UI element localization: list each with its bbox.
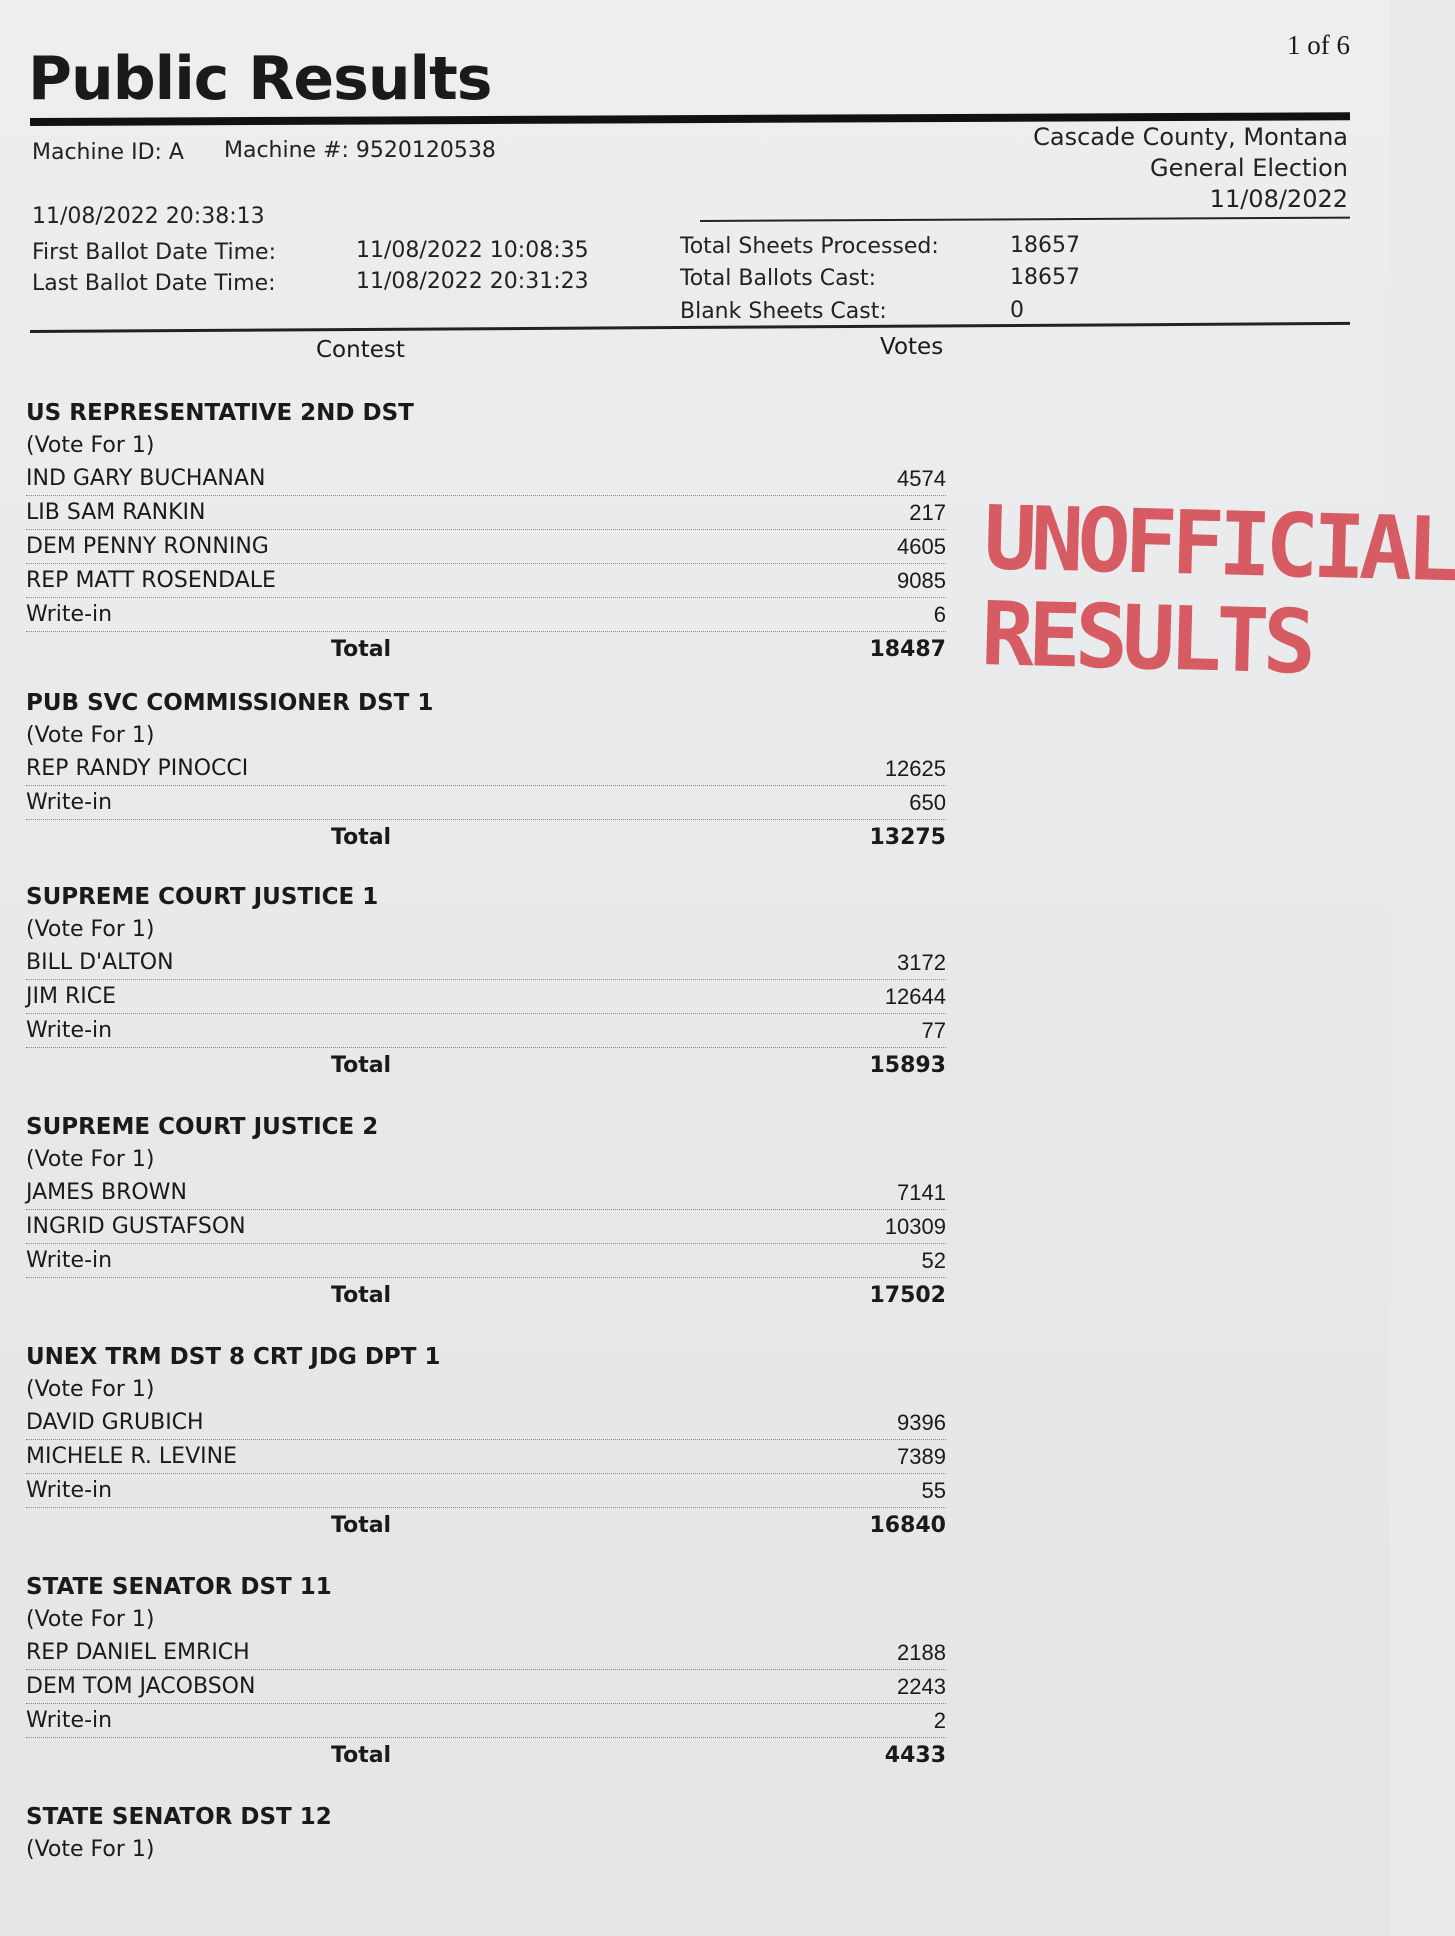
total-label: Total (331, 1743, 392, 1768)
contest-column-header: Contest (316, 337, 405, 363)
total-votes: 15893 (869, 1053, 946, 1078)
candidate-votes: 12625 (884, 756, 946, 781)
contest-block (26, 686, 946, 853)
contest-block (26, 1340, 946, 1541)
candidate-name: MICHELE R. LEVINE (26, 1444, 237, 1469)
candidate-row (26, 1440, 946, 1474)
total-votes: 18487 (869, 637, 946, 662)
candidate-name: JIM RICE (26, 984, 116, 1009)
candidate-name: Write-in (26, 1478, 113, 1503)
first-ballot-label: First Ballot Date Time: (32, 240, 276, 265)
last-ballot-label: Last Ballot Date Time: (32, 271, 276, 296)
candidate-votes: 77 (921, 1018, 946, 1043)
last-ballot-value: 11/08/2022 20:31:23 (356, 269, 589, 294)
page-number: 1 of 6 (1287, 30, 1350, 60)
blank-sheets-label: Blank Sheets Cast: (680, 299, 887, 324)
total-row (26, 1738, 946, 1771)
contest-block (26, 396, 946, 665)
vote-for-label: (Vote For 1) (26, 1607, 155, 1632)
candidate-votes: 4605 (897, 534, 946, 559)
candidate-name: JAMES BROWN (26, 1180, 187, 1205)
candidate-row (26, 1014, 946, 1048)
candidate-row (26, 1474, 946, 1508)
total-votes: 13275 (869, 825, 946, 850)
election-date: 11/08/2022 (1209, 185, 1348, 213)
total-row (26, 1048, 946, 1081)
candidate-row (26, 496, 946, 530)
contest-title: UNEX TRM DST 8 CRT JDG DPT 1 (26, 1344, 441, 1370)
header-divider (700, 217, 1350, 222)
candidate-row (26, 530, 946, 564)
candidate-row (26, 564, 946, 598)
candidate-name: Write-in (26, 1248, 113, 1273)
candidate-row (26, 752, 946, 786)
first-ballot-value: 11/08/2022 10:08:35 (356, 238, 589, 263)
candidate-row (26, 1704, 946, 1738)
stamp-line-2: RESULTS (979, 581, 1312, 694)
contest-title: STATE SENATOR DST 11 (26, 1574, 332, 1600)
county: Cascade County, Montana (1033, 123, 1348, 151)
candidate-votes: 4574 (897, 466, 946, 491)
total-row (26, 1278, 946, 1311)
candidate-votes: 217 (909, 500, 946, 525)
candidate-row (26, 1670, 946, 1704)
candidate-row (26, 786, 946, 820)
candidate-votes: 7389 (897, 1444, 946, 1469)
candidate-row (26, 462, 946, 496)
candidate-name: Write-in (26, 1018, 113, 1043)
total-label: Total (331, 1283, 392, 1308)
vote-for-label: (Vote For 1) (26, 723, 155, 748)
sheets-processed-value: 18657 (1010, 233, 1080, 258)
candidate-votes: 7141 (897, 1180, 946, 1205)
candidate-name: REP RANDY PINOCCI (26, 756, 249, 781)
contest-title: SUPREME COURT JUSTICE 1 (26, 884, 379, 910)
candidate-name: DEM PENNY RONNING (26, 534, 269, 559)
contest-block (26, 1800, 946, 1866)
total-label: Total (331, 637, 392, 662)
candidate-votes: 2243 (897, 1674, 946, 1699)
vote-for-label: (Vote For 1) (26, 1377, 155, 1402)
total-votes: 17502 (869, 1283, 946, 1308)
candidate-votes: 6 (933, 602, 946, 627)
candidate-name: LIB SAM RANKIN (26, 500, 206, 525)
vote-for-label: (Vote For 1) (26, 433, 155, 458)
candidate-row (26, 598, 946, 632)
candidate-name: REP DANIEL EMRICH (26, 1640, 250, 1665)
candidate-row (26, 1210, 946, 1244)
candidate-votes: 2188 (897, 1640, 946, 1665)
total-votes: 16840 (869, 1513, 946, 1538)
sheets-processed-label: Total Sheets Processed: (680, 234, 939, 259)
candidate-name: IND GARY BUCHANAN (26, 466, 266, 491)
contest-block (26, 880, 946, 1081)
machine-number: Machine #: 9520120538 (224, 138, 496, 163)
candidate-votes: 9085 (897, 568, 946, 593)
votes-column-header: Votes (880, 334, 944, 360)
contest-block (26, 1110, 946, 1311)
blank-sheets-value: 0 (1010, 298, 1024, 323)
candidate-votes: 9396 (897, 1410, 946, 1435)
ballots-cast-value: 18657 (1010, 265, 1080, 290)
vote-for-label: (Vote For 1) (26, 917, 155, 942)
vote-for-label: (Vote For 1) (26, 1147, 155, 1172)
candidate-name: BILL D'ALTON (26, 950, 174, 975)
machine-id: Machine ID: A (32, 140, 184, 165)
candidate-name: REP MATT ROSENDALE (26, 568, 276, 593)
candidate-row (26, 946, 946, 980)
election-name: General Election (1150, 154, 1348, 182)
candidate-votes: 650 (909, 790, 946, 815)
unofficial-results-stamp (979, 486, 1455, 694)
candidate-votes: 52 (921, 1248, 946, 1273)
contest-title: STATE SENATOR DST 12 (26, 1804, 332, 1830)
candidate-name: DAVID GRUBICH (26, 1410, 204, 1435)
candidate-votes: 12644 (884, 984, 946, 1009)
total-row (26, 820, 946, 853)
candidate-row (26, 980, 946, 1014)
total-votes: 4433 (884, 1743, 946, 1768)
election-info (1033, 122, 1348, 215)
contest-title: SUPREME COURT JUSTICE 2 (26, 1114, 379, 1140)
candidate-name: Write-in (26, 790, 113, 815)
candidate-name: Write-in (26, 1708, 113, 1733)
candidate-name: DEM TOM JACOBSON (26, 1674, 256, 1699)
total-label: Total (331, 1053, 392, 1078)
report-datetime: 11/08/2022 20:38:13 (32, 204, 265, 229)
contest-title: PUB SVC COMMISSIONER DST 1 (26, 690, 434, 716)
candidate-votes: 3172 (897, 950, 946, 975)
candidate-row (26, 1244, 946, 1278)
stamp-line-1: UNOFFICIAL (982, 486, 1455, 602)
contest-block (26, 1570, 946, 1771)
candidate-votes: 55 (921, 1478, 946, 1503)
contest-title: US REPRESENTATIVE 2ND DST (26, 400, 414, 426)
total-row (26, 1508, 946, 1541)
candidate-row (26, 1636, 946, 1670)
total-label: Total (331, 825, 392, 850)
candidate-votes: 10309 (884, 1214, 946, 1239)
candidate-votes: 2 (933, 1708, 946, 1733)
page-title: Public Results (28, 44, 492, 114)
vote-for-label: (Vote For 1) (26, 1837, 155, 1862)
ballots-cast-label: Total Ballots Cast: (680, 266, 877, 291)
candidate-row (26, 1176, 946, 1210)
total-label: Total (331, 1513, 392, 1538)
total-row (26, 632, 946, 665)
candidate-name: INGRID GUSTAFSON (26, 1214, 246, 1239)
candidate-name: Write-in (26, 602, 113, 627)
candidate-row (26, 1406, 946, 1440)
